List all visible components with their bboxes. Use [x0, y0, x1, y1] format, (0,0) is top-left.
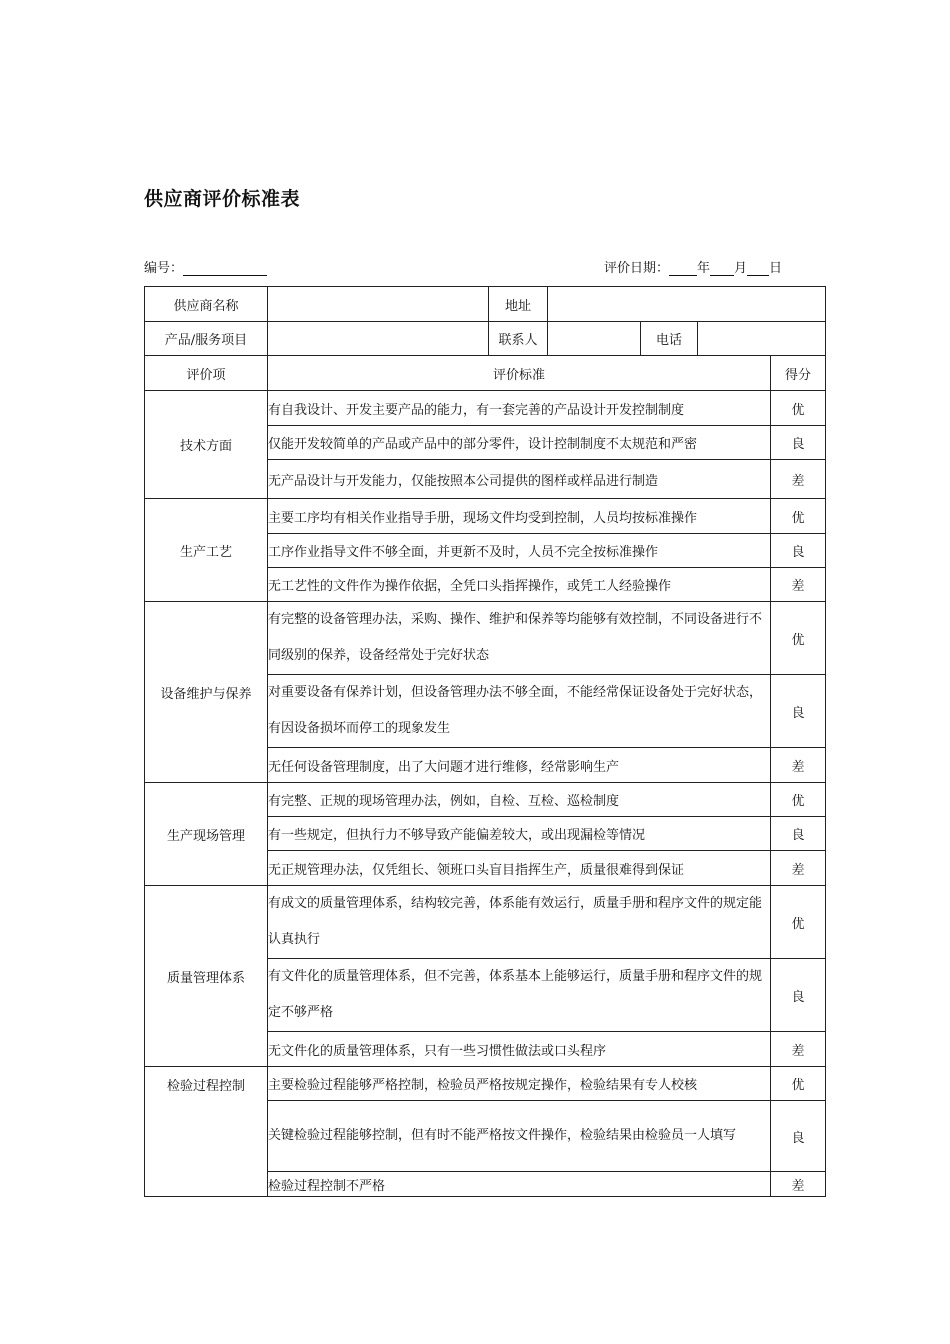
phone-label: 电话 [641, 322, 698, 356]
evaluation-table [144, 286, 826, 1197]
criteria-text: 关键检验过程能够控制，但有时不能严格按文件操作，检验结果由检验员一人填写 [268, 1101, 771, 1172]
section-name: 检验过程控制 [145, 1067, 268, 1197]
grade-cell[interactable]: 良 [771, 1101, 826, 1172]
grade-cell[interactable]: 差 [771, 851, 826, 886]
number-blank[interactable] [183, 261, 267, 276]
header-criteria: 评价标准 [268, 356, 771, 391]
section-name: 生产工艺 [145, 499, 268, 602]
criteria-text: 主要工序均有相关作业指导手册，现场文件均受到控制，人员均按标准操作 [268, 499, 771, 534]
grade-cell[interactable]: 差 [771, 568, 826, 602]
day-blank[interactable] [747, 261, 769, 276]
contact-field[interactable] [548, 322, 641, 356]
address-label: 地址 [489, 287, 548, 322]
criteria-text: 工序作业指导文件不够全面，并更新不及时，人员不完全按标准操作 [268, 534, 771, 568]
grade-cell[interactable]: 良 [771, 426, 826, 460]
criteria-text: 有文件化的质量管理体系，但不完善，体系基本上能够运行，质量手册和程序文件的规定不够严格 [268, 959, 771, 1032]
criteria-text: 无产品设计与开发能力，仅能按照本公司提供的图样或样品进行制造 [268, 460, 771, 499]
grade-cell[interactable]: 优 [771, 886, 826, 959]
section-name: 质量管理体系 [145, 886, 268, 1067]
supplier-name-field[interactable] [268, 287, 489, 322]
day-label: 日 [769, 261, 783, 276]
date-label: 评价日期： [604, 261, 670, 276]
grade-cell[interactable]: 优 [771, 602, 826, 675]
criteria-text: 有成文的质量管理体系，结构较完善，体系能有效运行，质量手册和程序文件的规定能认真执行 [268, 886, 771, 959]
criteria-text: 有完整、正规的现场管理办法，例如，自检、互检、巡检制度 [268, 783, 771, 817]
header-score: 得分 [771, 356, 826, 391]
header-item: 评价项 [145, 356, 268, 391]
contact-label: 联系人 [489, 322, 548, 356]
grade-cell[interactable]: 良 [771, 534, 826, 568]
grade-cell[interactable]: 差 [771, 1032, 826, 1067]
section-name: 设备维护与保养 [145, 602, 268, 783]
grade-cell[interactable]: 优 [771, 391, 826, 426]
criteria-text: 仅能开发较简单的产品或产品中的部分零件，设计控制制度不太规范和严密 [268, 426, 771, 460]
product-label: 产品/服务项目 [145, 322, 268, 356]
criteria-text: 有完整的设备管理办法，采购、操作、维护和保养等均能够有效控制，不同设备进行不同级别的保养，设备经常处于完好状态 [268, 602, 771, 675]
section-name: 技术方面 [145, 391, 268, 499]
grade-cell[interactable]: 优 [771, 783, 826, 817]
grade-cell[interactable]: 差 [771, 460, 826, 499]
address-field[interactable] [548, 287, 826, 322]
grade-cell[interactable]: 良 [771, 959, 826, 1032]
page-title: 供应商评价标准表 [144, 188, 301, 210]
criteria-text: 无任何设备管理制度，出了大问题才进行维修，经常影响生产 [268, 748, 771, 783]
grade-cell[interactable]: 差 [771, 1172, 826, 1197]
grade-cell[interactable]: 优 [771, 1067, 826, 1101]
criteria-text: 主要检验过程能够严格控制，检验员严格按规定操作，检验结果有专人校核 [268, 1067, 771, 1101]
criteria-text: 有一些规定，但执行力不够导致产能偏差较大，或出现漏检等情况 [268, 817, 771, 851]
grade-cell[interactable]: 良 [771, 817, 826, 851]
product-field[interactable] [268, 322, 489, 356]
criteria-text: 有自我设计、开发主要产品的能力，有一套完善的产品设计开发控制制度 [268, 391, 771, 426]
criteria-text: 无文件化的质量管理体系，只有一些习惯性做法或口头程序 [268, 1032, 771, 1067]
supplier-name-label: 供应商名称 [145, 287, 268, 322]
grade-cell[interactable]: 差 [771, 748, 826, 783]
document-number [144, 257, 267, 276]
criteria-text: 无正规管理办法，仅凭组长、领班口头盲目指挥生产，质量很难得到保证 [268, 851, 771, 886]
month-label: 月 [734, 261, 748, 276]
criteria-text: 检验过程控制不严格 [268, 1172, 771, 1197]
grade-cell[interactable]: 良 [771, 675, 826, 748]
phone-field[interactable] [698, 322, 826, 356]
section-name: 生产现场管理 [145, 783, 268, 886]
evaluation-date [604, 257, 782, 276]
grade-cell[interactable]: 优 [771, 499, 826, 534]
year-blank[interactable] [669, 261, 697, 276]
month-blank[interactable] [710, 261, 734, 276]
criteria-text: 对重要设备有保养计划，但设备管理办法不够全面，不能经常保证设备处于完好状态，有因设备损坏而停工的现象发生 [268, 675, 771, 748]
criteria-text: 无工艺性的文件作为操作依据，全凭口头指挥操作，或凭工人经验操作 [268, 568, 771, 602]
year-label: 年 [697, 261, 711, 276]
number-label: 编号： [144, 261, 184, 276]
